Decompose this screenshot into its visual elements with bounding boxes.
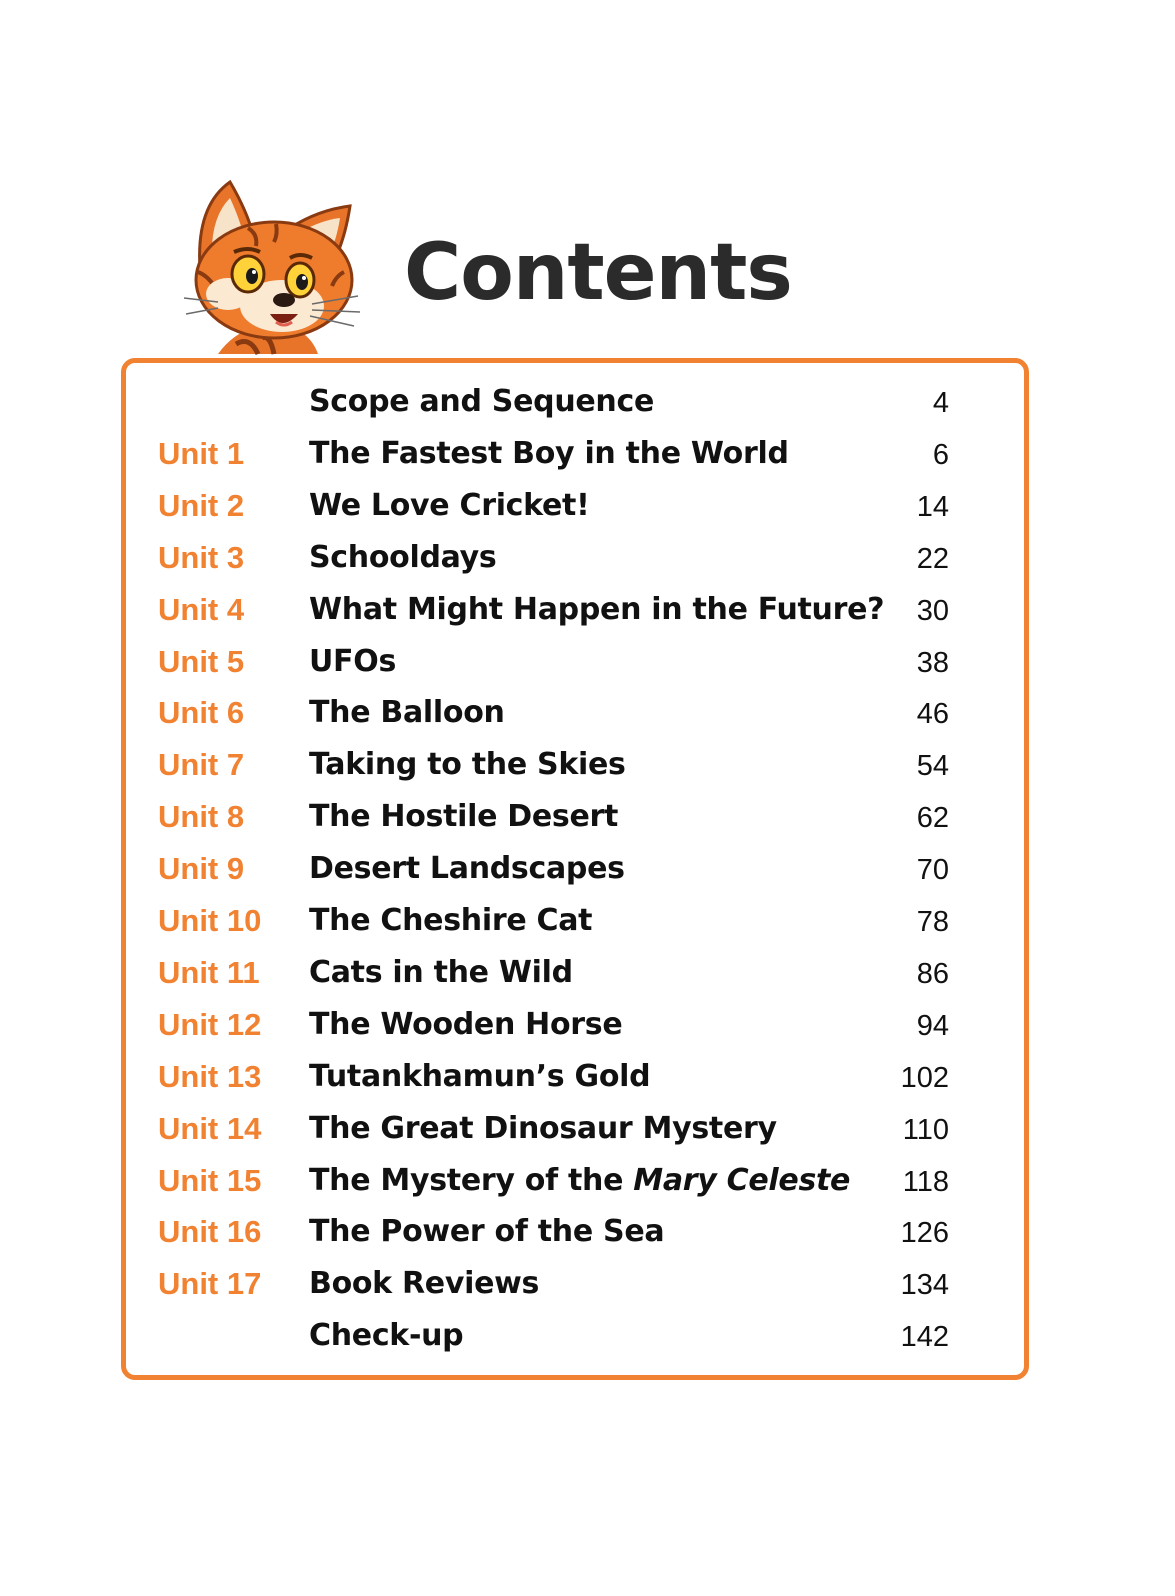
- toc-unit-label: Unit 13: [158, 1058, 262, 1094]
- toc-page-number: 22: [916, 542, 949, 575]
- toc-page-number: 110: [902, 1113, 949, 1146]
- toc-topic-title: [309, 1161, 850, 1201]
- toc-topic-text: Tutankhamun’s Gold: [309, 1058, 651, 1094]
- toc-topic-title: [309, 642, 396, 682]
- toc-topic-title: [309, 434, 789, 474]
- toc-topic-title: [309, 745, 626, 785]
- toc-row[interactable]: [0, 901, 1175, 953]
- toc-page-number: 46: [916, 698, 949, 731]
- toc-unit-label: Unit 16: [158, 1214, 262, 1250]
- toc-unit-label: Unit 1: [158, 435, 245, 471]
- toc-topic-text: The Fastest Boy in the World: [309, 435, 789, 471]
- toc-topic-text: The Balloon: [309, 695, 505, 731]
- toc-row[interactable]: [0, 745, 1175, 797]
- toc-unit-label: Unit 5: [158, 643, 245, 679]
- toc-topic-text: The Cheshire Cat: [309, 903, 593, 938]
- toc-topic-title: [309, 538, 496, 578]
- toc-topic-title: [309, 1109, 777, 1149]
- toc-unit-label: Unit 9: [158, 851, 245, 887]
- toc-page-number: 78: [916, 906, 949, 938]
- toc-row[interactable]: [0, 538, 1175, 590]
- toc-topic-text: Book Reviews: [309, 1266, 540, 1302]
- toc-row[interactable]: [0, 590, 1175, 642]
- toc-topic-text: Cats in the Wild: [309, 954, 573, 990]
- toc-row[interactable]: [0, 693, 1175, 745]
- toc-row[interactable]: [0, 1005, 1175, 1057]
- toc-topic-text: Check-up: [309, 1318, 464, 1354]
- toc-page-number: 134: [900, 1269, 949, 1302]
- toc-page-number: 4: [932, 387, 949, 419]
- toc-topic-title: [309, 693, 505, 733]
- toc-topic-title: [309, 953, 573, 993]
- toc-topic-text: The Mystery of the: [309, 1162, 634, 1198]
- toc-topic-text: The Great Dinosaur Mystery: [309, 1110, 777, 1146]
- toc-unit-label: Unit 11: [158, 954, 260, 990]
- toc-topic-text: Desert Landscapes: [309, 851, 625, 887]
- toc-unit-label: Unit 17: [158, 1266, 262, 1302]
- toc-topic-title: [309, 382, 654, 422]
- toc-row[interactable]: [0, 849, 1175, 901]
- toc-topic-title: [309, 849, 625, 889]
- toc-topic-text: The Hostile Desert: [309, 799, 619, 835]
- toc-page-number: 54: [916, 750, 949, 783]
- toc-topic-title: [309, 1316, 463, 1356]
- toc-topic-title: [309, 1264, 539, 1304]
- toc-page-number: 118: [902, 1165, 949, 1198]
- toc-row[interactable]: [0, 434, 1175, 486]
- toc-unit-label: Unit 4: [158, 591, 245, 627]
- toc-unit-label: Unit 8: [158, 799, 245, 835]
- toc-page-number: 30: [916, 594, 949, 627]
- toc-unit-label: Unit 2: [158, 487, 245, 523]
- toc-topic-text: We Love Cricket!: [309, 487, 590, 523]
- toc-page-number: 86: [916, 957, 949, 990]
- toc-row[interactable]: [0, 1109, 1175, 1161]
- toc-unit-label: Unit 3: [158, 539, 245, 575]
- toc-topic-text: What Might Happen in the Future?: [309, 591, 885, 627]
- toc-topic-title: [309, 486, 589, 526]
- toc-row[interactable]: [0, 382, 1175, 434]
- toc-row[interactable]: [0, 642, 1175, 694]
- toc-topic-title: [309, 1212, 664, 1252]
- toc-topic-text: Scope and Sequence: [309, 384, 655, 419]
- toc-topic-text: The Power of the Sea: [309, 1214, 665, 1250]
- toc-topic-title: [309, 1005, 622, 1045]
- toc-topic-italic-text: Mary Celeste: [633, 1162, 851, 1198]
- cat-mascot-icon: [178, 176, 368, 366]
- toc-page-number: 62: [916, 802, 949, 835]
- toc-unit-label: Unit 15: [158, 1162, 262, 1198]
- toc-row[interactable]: [0, 486, 1175, 538]
- toc-page-number: 38: [916, 646, 949, 679]
- toc-unit-label: Unit 6: [158, 695, 245, 731]
- toc-unit-label: Unit 10: [158, 903, 262, 938]
- toc-topic-title: [309, 1057, 650, 1097]
- toc-page-number: 126: [900, 1217, 949, 1250]
- toc-page-number: 102: [900, 1061, 949, 1094]
- toc-page-number: 70: [916, 854, 949, 887]
- toc-row[interactable]: [0, 1316, 1175, 1368]
- toc-page-number: 142: [900, 1321, 949, 1354]
- toc-topic-text: UFOs: [309, 643, 397, 679]
- toc-topic-title: [309, 901, 592, 941]
- toc-row[interactable]: [0, 1161, 1175, 1213]
- toc-topic-title: [309, 797, 618, 837]
- toc-row[interactable]: [0, 1212, 1175, 1264]
- toc-page-number: 6: [932, 438, 949, 471]
- toc-unit-label: Unit 12: [158, 1006, 262, 1042]
- toc-row[interactable]: [0, 797, 1175, 849]
- toc-row[interactable]: [0, 953, 1175, 1005]
- toc-topic-title: [309, 590, 884, 630]
- toc-topic-text: Taking to the Skies: [309, 747, 626, 783]
- page-title: Contents: [404, 228, 792, 318]
- toc-row[interactable]: [0, 1057, 1175, 1109]
- toc-page-number: 94: [916, 1009, 949, 1042]
- toc-topic-text: Schooldays: [309, 539, 497, 575]
- toc-page-number: 14: [916, 490, 949, 523]
- toc-unit-label: Unit 14: [158, 1110, 262, 1146]
- toc-topic-text: The Wooden Horse: [309, 1006, 623, 1042]
- toc-unit-label: Unit 7: [158, 747, 245, 783]
- toc-row[interactable]: [0, 1264, 1175, 1316]
